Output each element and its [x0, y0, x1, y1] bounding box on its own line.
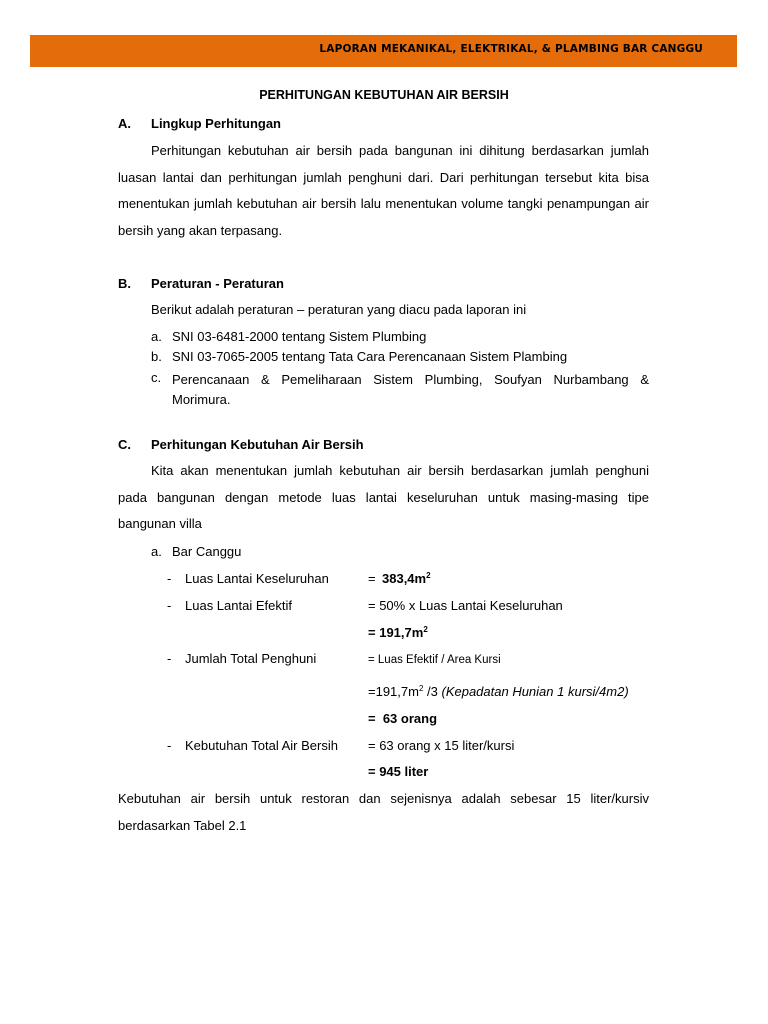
sub-marker: a.	[151, 544, 162, 559]
luas-keseluruhan-equals: =	[368, 571, 376, 586]
list-item-marker: a.	[151, 329, 162, 344]
luas-efektif-result: = $191,7m^2$	[368, 625, 428, 640]
dash: -	[167, 598, 172, 613]
list-item-marker: b.	[151, 349, 162, 364]
kepadatan-note: (Kepadatan Hunian 1 kursi/4m2)	[441, 684, 629, 699]
kebutuhan-air-label: Kebutuhan Total Air Bersih	[185, 738, 338, 753]
kebutuhan-air-result: = 945 liter	[368, 764, 429, 779]
header-title: LAPORAN MEKANIKAL, ELEKTRIKAL, & PLAMBING BAR CANGGU	[319, 43, 703, 55]
kebutuhan-air-formula: = 63 orang x 15 liter/kursi	[368, 738, 515, 753]
luas-efektif-label: Luas Lantai Efektif	[185, 598, 292, 613]
section-b-heading: Peraturan - Peraturan	[151, 276, 284, 291]
section-a-paragraph: Perhitungan kebutuhan air bersih pada bangunan ini dihitung berdasarkan jumlah luasan lantai dan perhitungan jumlah penghuni dari. Dari perhitungan tersebut kita bisa menentukan jumlah kebutuhan air bersih lalu menentukan volume tangki penampungan air bersih yang akan terpasang.	[118, 143, 649, 238]
luas-efektif-formula: = 50% x Luas Lantai Keseluruhan	[368, 598, 563, 613]
sub-title: Bar Canggu	[172, 544, 242, 559]
section-b-intro: Berikut adalah peraturan – peraturan yang diacu pada laporan ini	[151, 302, 527, 317]
jumlah-penghuni-result: = 63 orang	[368, 711, 438, 726]
jumlah-penghuni-step: $=191,7m^2$ /3 (Kepadatan Hunian 1 kursi/4m2)	[368, 684, 629, 699]
closing-paragraph: Kebutuhan air bersih untuk restoran dan sejenisnya adalah sebesar 15 liter/kursiv berdasarkan Tabel 2.1	[118, 791, 649, 833]
dash: -	[167, 738, 172, 753]
section-c-letter: C.	[118, 437, 131, 452]
section-a-heading: Lingkup Perhitungan	[151, 116, 281, 131]
list-item-marker: c.	[151, 370, 162, 385]
list-item: SNI 03-7065-2005 tentang Tata Cara Perencanaan Sistem Plambing	[172, 349, 568, 364]
section-c-paragraph: Kita akan menentukan jumlah kebutuhan air bersih berdasarkan jumlah penghuni pada bangunan dengan metode luas lantai keseluruhan untuk masing-masing tipe bangunan villa	[118, 463, 649, 531]
luas-keseluruhan-label: Luas Lantai Keseluruhan	[185, 571, 329, 586]
jumlah-penghuni-label: Jumlah Total Penghuni	[185, 651, 317, 666]
luas-keseluruhan-value: $383,4m^2$	[382, 571, 431, 586]
list-item: SNI 03-6481-2000 tentang Sistem Plumbing	[172, 329, 427, 344]
list-item: Perencanaan & Pemeliharaan Sistem Plumbing, Soufyan Nurbambang & Morimura.	[172, 372, 649, 407]
dash: -	[167, 651, 172, 666]
header-banner	[30, 35, 737, 67]
dash: -	[167, 571, 172, 586]
section-a-letter: A.	[118, 116, 131, 131]
document-title: PERHITUNGAN KEBUTUHAN AIR BERSIH	[259, 88, 509, 102]
jumlah-penghuni-formula: = Luas Efektif / Area Kursi	[368, 654, 501, 666]
section-b-letter: B.	[118, 276, 131, 291]
section-c-heading: Perhitungan Kebutuhan Air Bersih	[151, 437, 364, 452]
